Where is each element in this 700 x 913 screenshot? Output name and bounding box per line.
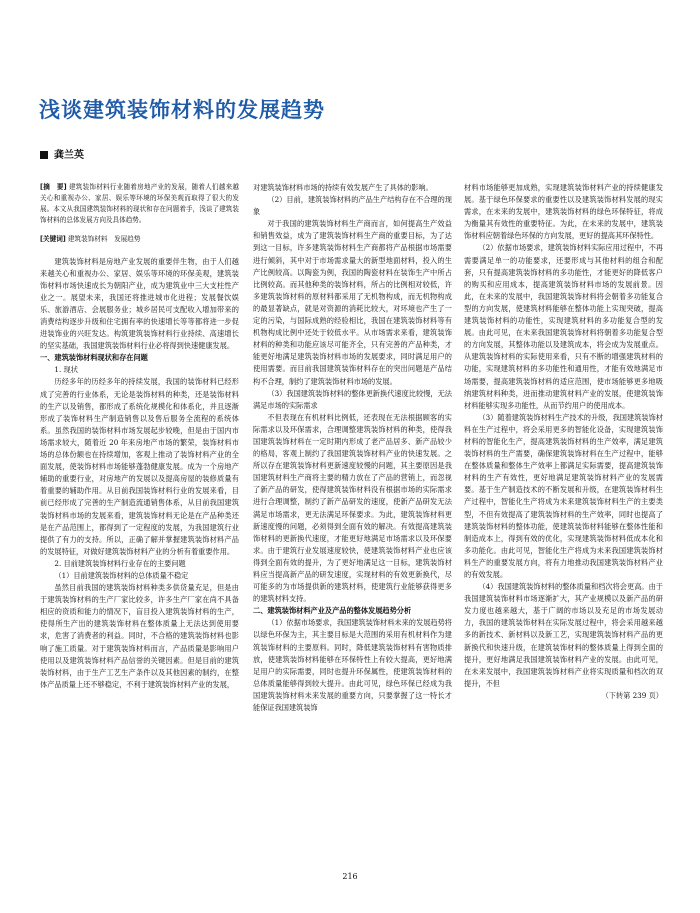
- paragraph: 材料市场能够更加成熟，实现建筑装饰材料产业的持续健康发展。基于绿色环保要求的重要性以及建筑装饰材料发展的现实需求，在未来的发展中，建筑装饰材料的绿色环保特征，将成为衡量其有效性的重要特征。为此，在未来的发展中，建筑装饰材料应朝着绿色环保的方向发展，更好的提高其环保特性。: [464, 183, 663, 241]
- keywords-text: 建筑装饰材料 发展趋势: [67, 234, 141, 243]
- paragraph: 虽然目前我国的建筑装饰材料种类多供货量充足，但是由于建筑装饰材料的生产厂家比较多，许多生产厂家在尚不具备相应的资质和能力的情况下，盲目投入建筑装饰材料的生产，使得所生产出的建筑装饰材料在整体质量上无法达到使用要求，危害了消费者的利益。同时，不合格的建筑装饰材料也影响了施工质量。对于建筑装饰材料而言，产品质量是影响用户使用以及建筑装饰材料产品信誉的关键因素。但是目前的建筑装饰材料，由于生产工艺生产条件以及其他因素的制约，在整体产品质量上还不够稳定，不利于建筑装饰材料产业的发展，: [40, 583, 239, 689]
- paragraph: （2）目前，建筑装饰材料的产品生产结构存在不合理的现象: [253, 195, 452, 217]
- abstract-label: [摘 要]: [40, 183, 67, 191]
- section-heading: 一、建筑装饰材料现状和存在问题: [40, 353, 148, 363]
- square-bullet-icon: [40, 151, 48, 159]
- paragraph: 2. 目前建筑装饰材料行业存在的主要问题: [54, 558, 186, 568]
- paragraph: 1. 现状: [54, 365, 78, 375]
- section-heading: 二、建筑装饰材料产业及产品的整体发展趋势分析: [253, 606, 412, 616]
- paragraph: （1）目前建筑装饰材料的总体质量不稳定: [54, 570, 189, 580]
- column-2: [253, 182, 452, 714]
- paragraph: 历经多年的历经多年的持续发展，我国的装饰材料已经形成了完善的行业体系，无论是装饰材料的种类，还是装饰材料的生产以及销售，都形成了系统化规模化和体系化，并且逐渐形成了装饰材料生产制造销售以及售后服务全流程的系统体系。虽然我国的装饰材料市场发展起步较晚，但是由于国内市场需求较大，随着近 20 年来房地产市场的繁荣，装饰材料市场的总体份额也在持续增加，客观上推动了装饰材料产业的全面发展，使装饰材料市场能够蓬勃健康发展。成为一个房地产辅助的重要行业，对房地产的发展以及提高房屋的装修质量有着重要的辅助作用。从目前我国装饰材料行业的发展来看，目前已经形成了完善的生产制造流通销售体系，从目前我国建筑装饰材料市场的发展来看，建筑装饰材料无论是在产品种类还是在产品范围上，都得到了一定程度的发展，为我国建筑行业提供了有力的支持。所以，正确了解并掌握建筑装饰材料产品的发展特征，对做好建筑装饰材料产业的分析有着重要作用。: [40, 377, 239, 556]
- paragraph: （1）依据市场要求，我国建筑装饰材料未来的发展趋势将以绿色环保为主，其主要目标是大范围的采用有机材料作为建筑装饰材料的主要原料。同时，降低建筑装饰材料有害物质排放，使建筑装饰材料能够在环保特性上有较大提高，更好地满足用户的实际需要，同时也提升环保属性，使建筑装饰材料的总体质量能够得到较大提升。由此可见，绿色环保已经成为我国建筑装饰材料未来发展的重要方向，只要掌握了这一特长才能保证我国建筑装饰: [253, 618, 452, 713]
- continuation-note: （下转第 239 页）: [601, 690, 663, 700]
- author-line: [40, 146, 84, 161]
- paragraph: （4）我国建筑装饰材料的整体质量和档次将会更高。由于我国建筑装饰材料市场逐渐扩大，其产业规模以及新产品的研发力度也越来越大，基于广阔的市场以及充足的市场发展动力，我国的建筑装饰材料在实际发展过程中，将会采用越来越多的新技术、新材料以及新工艺，实现建筑装饰材料产品的更新换代和快速升级，在建筑装饰材料的整体质量上得到全面的提升，更好地满足我国建筑装饰材料产业的发展。由此可见，在未来发展中，我国建筑装饰材料产业将实现质量和档次的双提升，不但: [464, 582, 663, 688]
- author-name: 龚兰英: [54, 150, 84, 161]
- column-3: [464, 182, 663, 702]
- abstract: [40, 182, 239, 226]
- paragraph: 建筑装饰材料是房地产业发展的重要伴生物，由于人们越来越关心和重视办公、家居、娱乐等环境的环保美观，建筑装饰材料市场快速成长为朝阳产业，成为建筑业中三大支柱性产业之一。展望未来，我国还将推进城市化进程；发展餐饮娱乐、旅游酒店、会展服务业；城乡居民可支配收入增加带来的消费结构逐步升级和住宅拥有率的快速增长等等都将进一步促进装饰业的兴旺发达。构筑建筑装饰材料行业持续、高速增长的坚实基础，我国建筑装饰材料行业必将得到快速健康发展。: [40, 256, 239, 351]
- paragraph: （3）随着建筑装饰材料生产技术的升级，我国建筑装饰材料在生产过程中，将会采用更多的智能化设备，实现建筑装饰材料的智能化生产，提高建筑装饰材料的生产效率，满足建筑装饰材料的生产需要，确保建筑装饰材料在生产过程中，能够在整体质量和整体生产效率上都满足实际需要，提高建筑装饰材料的生产有效性，更好地满足建筑装饰材料产业的发展需要。基于生产制造技术的不断发展和升级，在建筑装饰材料生产过程中，智能化生产将成为未来建筑装饰材料生产的主要类型，不但有效提高了建筑装饰材料的生产效率，同时也提高了建筑装饰材料的整体功能，使建筑装饰材料能够在整体性能和制造成本上，得到有效的优化，实现建筑装饰材料低成本化和多功能化。由此可见，智能化生产将成为未来我国建筑装饰材料生产的重要发展方向，将有力地推动我国建筑装饰材料产业的有效发展。: [464, 412, 663, 579]
- page-title: 浅谈建筑装饰材料的发展趋势: [39, 98, 325, 122]
- column-1-body: [40, 256, 239, 691]
- keywords: [40, 234, 239, 245]
- column-1: [40, 182, 239, 691]
- abstract-text: 建筑装饰材料行业随着房地产业的发展，随着人们越来越关心和重视办公、家居、娱乐等环境的环保美观而取得了很大的发展。本文从我国建筑装饰材料的现状和存在问题着手，浅谈了建筑装饰材料的总体发展方向及具体趋势。: [40, 183, 239, 224]
- paragraph: 对于我国的建筑装饰材料生产商而言，如何提高生产效益和销售效益，成为了建筑装饰材料生产商的重要目标，为了达到这一目标，许多建筑装饰材料生产商都将产品根据市场需要进行倾斜，其中对于市场需求量大的新型地面材料，投入的生产比例较高。以陶瓷为例，我国的陶瓷材料在装饰生产中所占比例较高。而其他种类的装饰材料，所占的比例相对较低，许多建筑装饰材料的原材料都采用了无机物构成，而无机物构成的最显著缺点，就是对资源的消耗比较大，对环境也产生了一定的污染，与国际成熟的经验相比，我国在建筑装饰材料等有机物构成比例中还处于较低水平。从市场需求来看，建筑装饰材料的种类和功能应该尽可能齐全，只有完善的产品种类，才能更好地满足建筑装饰材料市场的发展要求，同时满足用户的使用需要。而目前我国建筑装饰材料存在的突出问题是产品结构不合理，制约了建筑装饰材料市场的发展。: [253, 219, 452, 386]
- paragraph: （3）我国建筑装饰材料的整体更新换代速度比较慢，无法满足市场的实际需求: [253, 388, 452, 410]
- page-number: 216: [342, 872, 358, 881]
- paragraph: 不但表现在有机材料比例低，还表现在无法根据顾客的实际需求以及环保需求，合理调整建筑装饰材料的种类，使得我国建筑装饰材料在一定时期内形成了老产品居多、新产品较少的格局，客观上制约了我国建筑装饰材料产业的快速发展。之所以存在建筑装饰材料更新速度较慢的问题，其主要原因是我国建筑材料生产商将主要的精力放在了产品的营销上，而忽视了新产品的研发，使得建筑装饰材料没有根据市场的实际需求进行合理调整，制约了新产品研发的速度，使新产品研发无法满足市场需求，更无法满足环保要求。为此，建筑装饰材料更新速度慢的问题，必须得到全面有效的解决。有效提高建筑装饰材料的更新换代速度，才能更好地满足市场需求以及环保要求。由于建筑行业发展速度较快，使建筑装饰材料产业也应该得到全面有效的提升，为了更好地满足这一目标，建筑装饰材料应当提高新产品的研发速度，实现材料的有效更新换代，尽可能多的为市场提供新的建筑材料，使建筑行业能够获得更多的建筑材料支持。: [253, 412, 452, 604]
- paragraph: 对建筑装饰材料市场的持续有效发展产生了具体的影响。: [253, 183, 433, 192]
- keywords-label: [关键词]: [40, 234, 66, 243]
- paragraph: （2）依据市场要求，建筑装饰材料实际应用过程中，不再需要满足单一的功能要求，还要形成与其他材料的组合和配套，只有提高建筑装饰材料的多功能性，才能更好的降低客户的购买和应用成本，提高建筑装饰材料市场的发展前景。因此，在未来的发展中，我国建筑装饰材料将会朝着多功能复合型的方向发展，使建筑材料能够在整体功能上实现突破，提高建筑装饰材料的功能性，实现建筑材料的多功能复合型的发展。由此可见，在未来我国建筑装饰材料将朝着多功能复合型的方向发展，其整体功能以及建筑成本，将会成为发展重点。从建筑装饰材料的实际使用来看，只有不断的增强建筑材料的功能，实现建筑材料的多功能性和通用性，才能有效地满足市场需要，提高建筑装饰材料的适应范围，使市场能够更多地吸纳建筑材料种类，进而推动建筑材料产业的发展，使建筑装饰材料能够实现多功能性，从而节约用户的使用成本。: [464, 243, 663, 410]
